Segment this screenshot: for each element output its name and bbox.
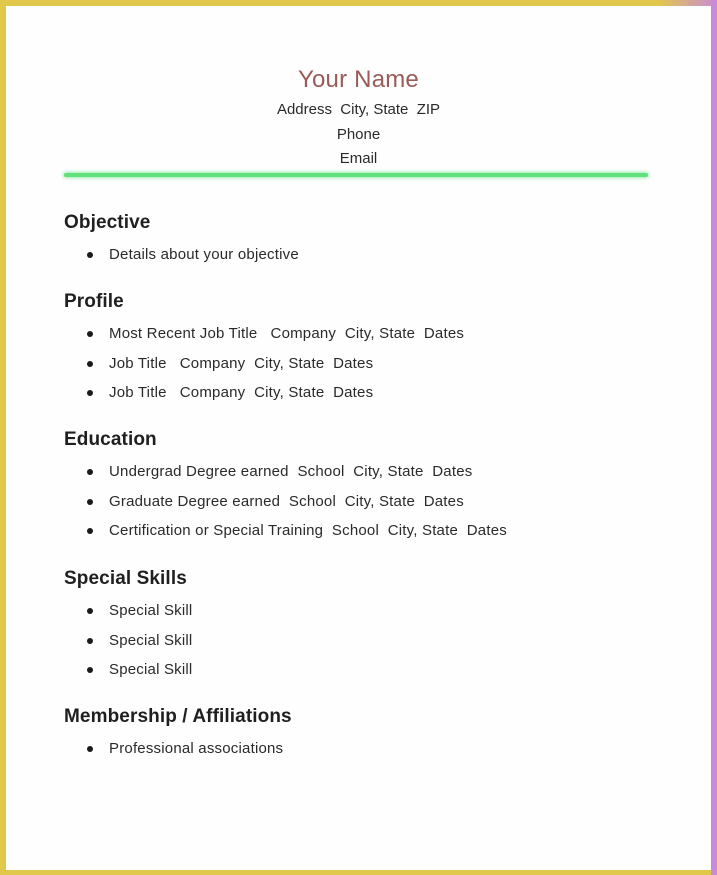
list-item-text: Undergrad Degree earned School City, State Dates <box>109 463 473 480</box>
section-title: Profile <box>64 291 124 312</box>
list-item-text: Certification or Special Training School City, State Dates <box>109 522 507 540</box>
bullet-icon <box>87 331 93 337</box>
bullet-icon <box>87 746 93 752</box>
bullet-icon <box>87 528 93 534</box>
section-items <box>64 734 664 764</box>
list-item <box>64 516 664 546</box>
page-frame-top <box>0 0 717 6</box>
list-item <box>64 457 664 487</box>
contact-phone: Phone <box>336 125 381 143</box>
resume-header <box>0 62 717 172</box>
bullet-icon <box>87 361 93 367</box>
contact-address: Address City, State ZIP <box>276 101 441 118</box>
list-item-text: Professional associations <box>109 740 284 757</box>
bullet-icon <box>87 667 93 673</box>
list-item-text: Special Skill <box>109 602 193 619</box>
bullet-icon <box>87 390 93 396</box>
bullet-icon <box>87 638 93 644</box>
list-item-text: Special Skill <box>109 631 193 649</box>
header-divider <box>64 173 648 177</box>
section-title: Membership / Affiliations <box>64 706 292 727</box>
list-item <box>64 240 664 270</box>
list-item <box>64 626 664 656</box>
section-title: Objective <box>64 212 151 233</box>
list-item-text: Most Recent Job Title Company City, State Dates <box>109 325 465 342</box>
list-item-text: Job Title Company City, State Dates <box>109 354 374 372</box>
bullet-icon <box>87 252 93 258</box>
list-item <box>64 734 664 764</box>
section-membership <box>64 704 664 764</box>
list-item-text: Job Title Company City, State Dates <box>109 384 374 402</box>
section-profile <box>64 289 664 408</box>
resume-name: Your Name <box>298 66 419 93</box>
section-title: Special Skills <box>64 568 187 589</box>
list-item <box>64 349 664 379</box>
section-title: Education <box>64 429 157 450</box>
page-frame-bottom <box>0 870 717 875</box>
section-items <box>64 319 664 408</box>
section-special-skills <box>64 566 664 685</box>
bullet-icon <box>87 608 93 614</box>
list-item <box>64 596 664 626</box>
list-item <box>64 319 664 349</box>
list-item-text: Special Skill <box>109 661 193 679</box>
bullet-icon <box>87 499 93 505</box>
list-item <box>64 655 664 685</box>
list-item <box>64 487 664 517</box>
list-item <box>64 378 664 408</box>
bullet-icon <box>87 469 93 475</box>
section-items <box>64 457 664 546</box>
list-item-text: Details about your objective <box>109 246 299 263</box>
list-item-text: Graduate Degree earned School City, State Dates <box>109 492 464 510</box>
section-items <box>64 596 664 685</box>
section-objective <box>64 210 664 270</box>
section-education <box>64 427 664 546</box>
contact-email: Email <box>339 150 378 167</box>
section-items <box>64 240 664 270</box>
